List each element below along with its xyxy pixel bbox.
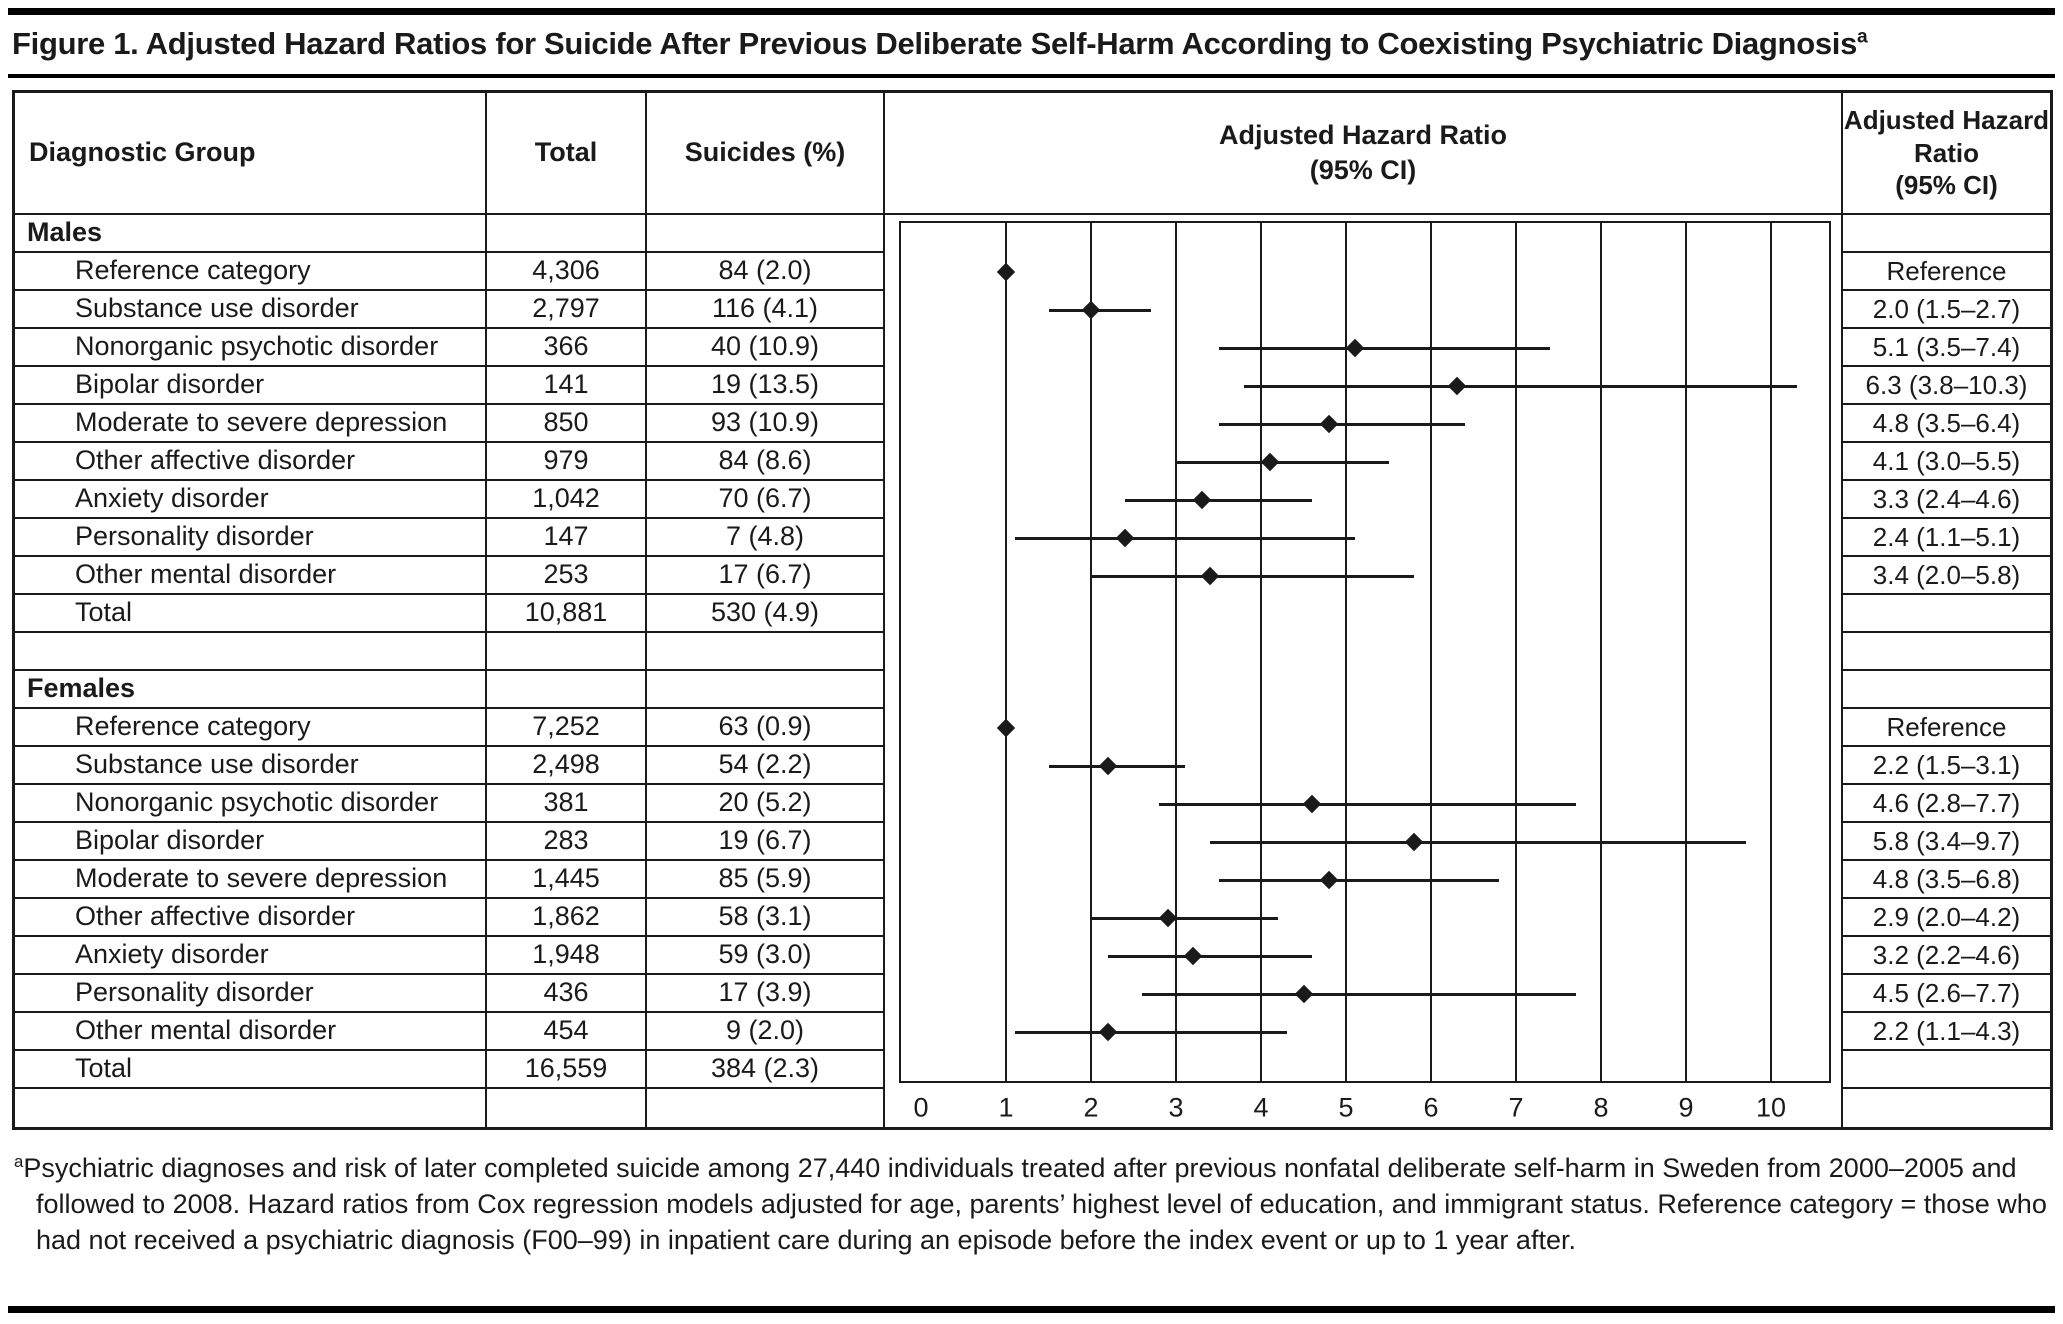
confidence-interval-line [1219, 423, 1466, 426]
row-ahr-text-cell: 4.8 (3.5–6.4) [1843, 405, 2050, 443]
row-total-cell: 283 [487, 823, 647, 861]
row-label-cell: Moderate to severe depression [15, 861, 487, 899]
row-suicides-cell: 19 (6.7) [647, 823, 885, 861]
row-label-cell: Reference category [15, 709, 487, 747]
row-suicides-cell: 20 (5.2) [647, 785, 885, 823]
row-total-cell: 10,881 [487, 595, 647, 633]
row-suicides-cell: 17 (3.9) [647, 975, 885, 1013]
row-total-cell: 147 [487, 519, 647, 557]
row-ahr-text-cell: Reference [1843, 253, 2050, 291]
row-total-cell: 141 [487, 367, 647, 405]
hazard-ratio-point [1116, 529, 1134, 547]
row-total-cell: 381 [487, 785, 647, 823]
forest-plot [885, 215, 1843, 1127]
hazard-ratio-point [1158, 909, 1176, 927]
row-label-cell: Personality disorder [15, 519, 487, 557]
row-ahr-text-cell: 6.3 (3.8–10.3) [1843, 367, 2050, 405]
confidence-interval-line [1015, 1031, 1287, 1034]
hazard-ratio-point [1099, 757, 1117, 775]
plot-gridline [1430, 223, 1432, 1081]
confidence-interval-line [1108, 955, 1312, 958]
hazard-ratio-point [1447, 377, 1465, 395]
confidence-interval-line [1159, 803, 1576, 806]
row-suicides-cell: 93 (10.9) [647, 405, 885, 443]
plot-gridline [1600, 223, 1602, 1081]
row-ahr-text-cell: 4.8 (3.5–6.8) [1843, 861, 2050, 899]
row-suicides-cell: 19 (13.5) [647, 367, 885, 405]
row-label-cell: Females [15, 671, 487, 709]
row-suicides-cell [647, 215, 885, 253]
title-divider-rule [8, 74, 2055, 78]
x-axis-tick-label: 3 [1168, 1092, 1184, 1123]
row-label-cell: Anxiety disorder [15, 937, 487, 975]
row-total-cell: 1,042 [487, 481, 647, 519]
row-total-cell [487, 1089, 647, 1127]
confidence-interval-line [1219, 879, 1500, 882]
confidence-interval-line [1091, 917, 1278, 920]
row-label-cell: Reference category [15, 253, 487, 291]
hazard-ratio-point [1099, 1023, 1117, 1041]
row-label-cell: Other affective disorder [15, 443, 487, 481]
footnote-text: Psychiatric diagnoses and risk of later completed suicide among 27,440 individuals treated after previous nonfatal deliberate self-harm in Sweden from 2000–2005 and followed to 2008. Hazard ratios from Cox regression models adjusted for age, parents’ highest level of education, and immigrant status. Reference category = those who had not received a psychiatric diagnosis (F00–99) in inpatient care during an episode before the index event or up to 1 year after. [23, 1153, 2047, 1256]
hazard-ratio-point [997, 263, 1015, 281]
row-total-cell: 1,445 [487, 861, 647, 899]
row-ahr-text-cell [1843, 671, 2050, 709]
row-suicides-cell: 530 (4.9) [647, 595, 885, 633]
row-suicides-cell: 7 (4.8) [647, 519, 885, 557]
plot-gridline [1685, 223, 1687, 1081]
row-label-cell: Other affective disorder [15, 899, 487, 937]
row-label-cell: Other mental disorder [15, 1013, 487, 1051]
row-ahr-text-cell: 2.9 (2.0–4.2) [1843, 899, 2050, 937]
confidence-interval-line [1210, 841, 1746, 844]
row-suicides-cell: 384 (2.3) [647, 1051, 885, 1089]
hazard-ratio-point [1405, 833, 1423, 851]
plot-frame [899, 221, 1831, 1083]
plot-gridline [1005, 223, 1007, 1081]
row-label-cell: Substance use disorder [15, 747, 487, 785]
hazard-ratio-point [1303, 795, 1321, 813]
hazard-ratio-point [1082, 301, 1100, 319]
row-total-cell: 979 [487, 443, 647, 481]
header-total: Total [487, 93, 647, 215]
x-axis-tick-label: 9 [1678, 1092, 1694, 1123]
row-ahr-text-cell: 2.2 (1.1–4.3) [1843, 1013, 2050, 1051]
confidence-interval-line [1219, 347, 1551, 350]
x-axis-tick-label: 2 [1083, 1092, 1099, 1123]
figure-table [12, 90, 2053, 1130]
row-suicides-cell: 84 (2.0) [647, 253, 885, 291]
row-suicides-cell: 116 (4.1) [647, 291, 885, 329]
x-axis-tick-label: 6 [1423, 1092, 1439, 1123]
row-suicides-cell: 40 (10.9) [647, 329, 885, 367]
row-total-cell [487, 633, 647, 671]
row-ahr-text-cell: 2.0 (1.5–2.7) [1843, 291, 2050, 329]
row-ahr-text-cell: 5.8 (3.4–9.7) [1843, 823, 2050, 861]
row-label-cell [15, 633, 487, 671]
row-ahr-text-cell [1843, 595, 2050, 633]
hazard-ratio-point [1345, 339, 1363, 357]
x-axis-tick-label: 5 [1338, 1092, 1354, 1123]
figure-title [12, 26, 1867, 62]
hazard-ratio-point [1320, 415, 1338, 433]
row-suicides-cell: 58 (3.1) [647, 899, 885, 937]
row-suicides-cell: 84 (8.6) [647, 443, 885, 481]
row-ahr-text-cell: 2.4 (1.1–5.1) [1843, 519, 2050, 557]
hazard-ratio-point [997, 719, 1015, 737]
confidence-interval-line [1015, 537, 1355, 540]
x-axis-tick-label: 7 [1508, 1092, 1524, 1123]
confidence-interval-line [1125, 499, 1312, 502]
row-total-cell: 454 [487, 1013, 647, 1051]
row-label-cell: Males [15, 215, 487, 253]
row-total-cell [487, 215, 647, 253]
confidence-interval-line [1142, 993, 1576, 996]
row-label-cell: Bipolar disorder [15, 367, 487, 405]
row-total-cell: 7,252 [487, 709, 647, 747]
row-total-cell: 4,306 [487, 253, 647, 291]
hazard-ratio-point [1294, 985, 1312, 1003]
header-suicides: Suicides (%) [647, 93, 885, 215]
row-label-cell: Other mental disorder [15, 557, 487, 595]
row-total-cell: 436 [487, 975, 647, 1013]
confidence-interval-line [1244, 385, 1797, 388]
row-suicides-cell: 17 (6.7) [647, 557, 885, 595]
header-ahr-plot-line2: (95% CI) [1309, 155, 1417, 185]
x-axis-tick-label: 10 [1755, 1092, 1787, 1123]
hazard-ratio-point [1320, 871, 1338, 889]
row-ahr-text-cell [1843, 633, 2050, 671]
figure-title-text: Figure 1. Adjusted Hazard Ratios for Suicide After Previous Deliberate Self-Harm According to Coexisting Psychiatric Diagnosis [12, 26, 1858, 61]
x-axis-tick-label: 1 [998, 1092, 1014, 1123]
row-total-cell: 1,862 [487, 899, 647, 937]
row-label-cell: Nonorganic psychotic disorder [15, 329, 487, 367]
row-suicides-cell: 70 (6.7) [647, 481, 885, 519]
row-label-cell: Total [15, 595, 487, 633]
footnote [14, 1150, 2048, 1259]
row-total-cell: 2,797 [487, 291, 647, 329]
x-axis-tick-label: 0 [913, 1092, 929, 1123]
hazard-ratio-point [1260, 453, 1278, 471]
row-total-cell [487, 671, 647, 709]
row-suicides-cell: 9 (2.0) [647, 1013, 885, 1051]
row-label-cell: Moderate to severe depression [15, 405, 487, 443]
confidence-interval-line [1091, 575, 1414, 578]
row-ahr-text-cell [1843, 1089, 2050, 1127]
row-label-cell: Nonorganic psychotic disorder [15, 785, 487, 823]
row-ahr-text-cell [1843, 215, 2050, 253]
row-label-cell: Bipolar disorder [15, 823, 487, 861]
header-ahr-plot-line1: Adjusted Hazard Ratio [1218, 119, 1508, 150]
row-suicides-cell: 85 (5.9) [647, 861, 885, 899]
row-suicides-cell [647, 671, 885, 709]
row-ahr-text-cell: 3.2 (2.2–4.6) [1843, 937, 2050, 975]
header-ahr-column-line3: (95% CI) [1895, 170, 1998, 201]
row-label-cell: Total [15, 1051, 487, 1089]
header-diagnostic-group: Diagnostic Group [15, 93, 487, 215]
footnote-marker: a [14, 1152, 24, 1171]
header-ahr-plot [885, 93, 1843, 215]
header-ahr-column-line2: Ratio [1914, 137, 1979, 168]
row-label-cell: Anxiety disorder [15, 481, 487, 519]
row-suicides-cell: 63 (0.9) [647, 709, 885, 747]
row-suicides-cell [647, 633, 885, 671]
x-axis-tick-label: 4 [1253, 1092, 1269, 1123]
header-ahr-column-line1: Adjusted Hazard [1843, 105, 2050, 136]
plot-gridline [1345, 223, 1347, 1081]
row-suicides-cell: 59 (3.0) [647, 937, 885, 975]
row-ahr-text-cell: 4.6 (2.8–7.7) [1843, 785, 2050, 823]
row-ahr-text-cell: 4.5 (2.6–7.7) [1843, 975, 2050, 1013]
row-suicides-cell [647, 1089, 885, 1127]
plot-gridline [1515, 223, 1517, 1081]
row-total-cell: 2,498 [487, 747, 647, 785]
top-rule [8, 8, 2055, 15]
row-total-cell: 253 [487, 557, 647, 595]
hazard-ratio-point [1192, 491, 1210, 509]
row-ahr-text-cell: 5.1 (3.5–7.4) [1843, 329, 2050, 367]
hazard-ratio-point [1201, 567, 1219, 585]
row-ahr-text-cell: 3.3 (2.4–4.6) [1843, 481, 2050, 519]
row-label-cell [15, 1089, 487, 1127]
plot-gridline [1175, 223, 1177, 1081]
row-suicides-cell: 54 (2.2) [647, 747, 885, 785]
row-total-cell: 366 [487, 329, 647, 367]
plot-gridline [1090, 223, 1092, 1081]
row-total-cell: 1,948 [487, 937, 647, 975]
hazard-ratio-point [1184, 947, 1202, 965]
row-ahr-text-cell: 3.4 (2.0–5.8) [1843, 557, 2050, 595]
header-ahr-column [1843, 93, 2050, 215]
row-label-cell: Substance use disorder [15, 291, 487, 329]
row-total-cell: 16,559 [487, 1051, 647, 1089]
row-ahr-text-cell: Reference [1843, 709, 2050, 747]
row-ahr-text-cell: 2.2 (1.5–3.1) [1843, 747, 2050, 785]
figure-title-superscript: a [1857, 26, 1868, 48]
bottom-rule [8, 1306, 2055, 1313]
confidence-interval-line [1176, 461, 1389, 464]
row-total-cell: 850 [487, 405, 647, 443]
row-label-cell: Personality disorder [15, 975, 487, 1013]
row-ahr-text-cell [1843, 1051, 2050, 1089]
row-ahr-text-cell: 4.1 (3.0–5.5) [1843, 443, 2050, 481]
x-axis-tick-label: 8 [1593, 1092, 1609, 1123]
plot-gridline [1770, 223, 1772, 1081]
plot-gridline [1260, 223, 1262, 1081]
